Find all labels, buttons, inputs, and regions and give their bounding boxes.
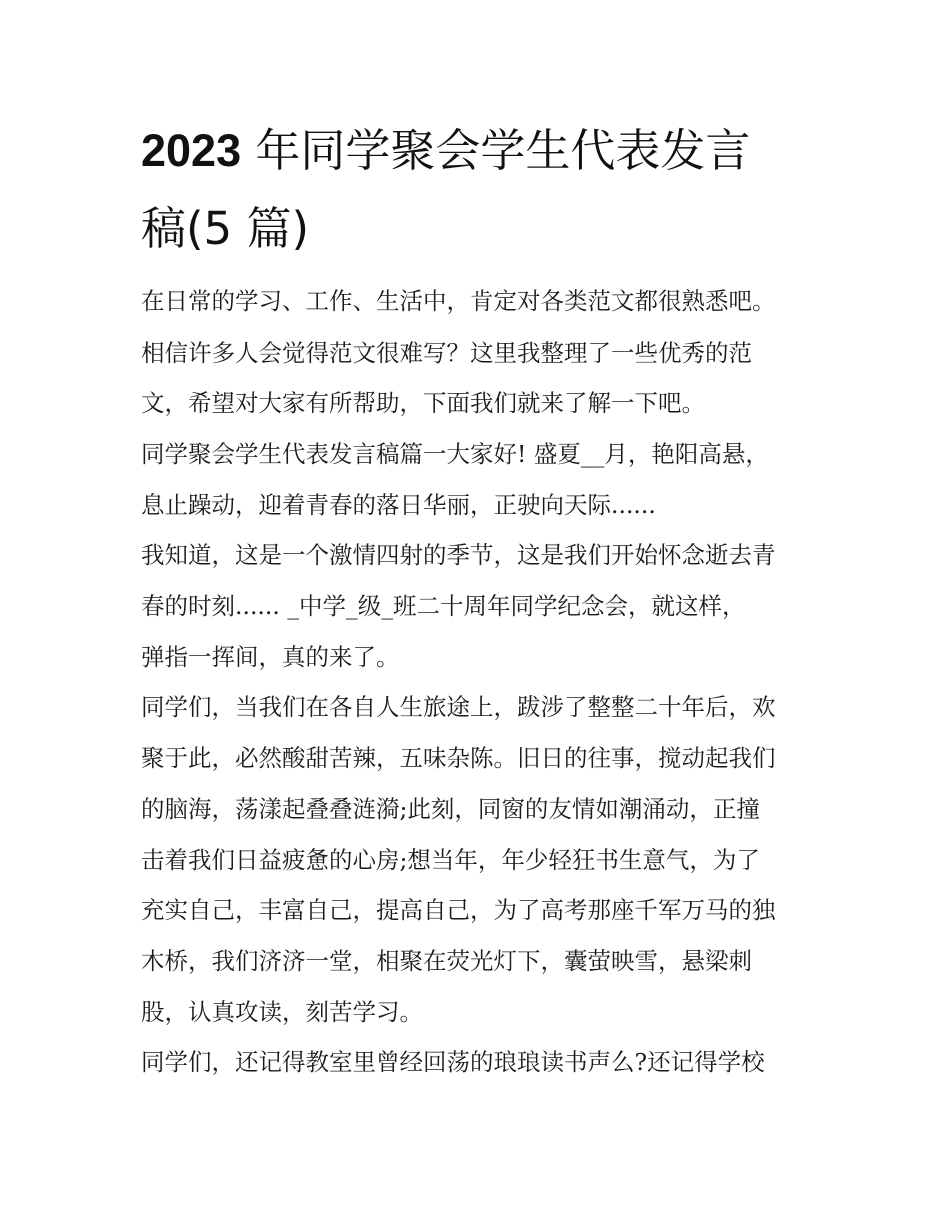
title-main: 年同学聚会学生代表发言: [255, 124, 751, 177]
body-line: 同学聚会学生代表发言稿篇一大家好! 盛夏__月，艳阳高悬，: [141, 440, 769, 468]
body-line: 文，希望对大家有所帮助，下面我们就来了解一下吧。: [141, 389, 705, 417]
body-line: 股，认真攻读，刻苦学习。: [141, 998, 423, 1026]
title-end: 篇): [246, 202, 310, 255]
body-line: 同学们，当我们在各自人生旅途上，跋涉了整整二十年后，欢: [141, 693, 776, 721]
body-line: 在日常的学习、工作、生活中，肯定对各类范文都很熟悉吧。: [141, 287, 776, 315]
body-line: 同学们，还记得教室里曾经回荡的琅琅读书声么?还记得学校: [141, 1048, 765, 1076]
body-line: 木桥，我们济济一堂，相聚在荧光灯下，囊萤映雪，悬梁刺: [141, 947, 752, 975]
body-line: 充实自己，丰富自己，提高自己，为了高考那座千军万马的独: [141, 896, 776, 924]
title-year: 2023: [141, 125, 242, 176]
body-line: 的脑海，荡漾起叠叠涟漪;此刻，同窗的友情如潮涌动，正撞: [141, 795, 760, 823]
title-tail: 稿(5: [141, 202, 233, 255]
body-line: 春的时刻...... _中学_级_班二十周年同学纪念会，就这样，: [141, 592, 746, 620]
body-line: 相信许多人会觉得范文很难写？这里我整理了一些优秀的范: [141, 339, 752, 367]
body-line: 弹指一挥间，真的来了。: [141, 643, 400, 671]
body-line: 击着我们日益疲惫的心房;想当年，年少轻狂书生意气，为了: [141, 846, 760, 874]
body-line: 息止躁动，迎着青春的落日华丽，正驶向天际......: [141, 491, 656, 519]
body-line: 聚于此，必然酸甜苦辣，五味杂陈。旧日的往事，搅动起我们: [141, 744, 776, 772]
body-line: 我知道，这是一个激情四射的季节，这是我们开始怀念逝去青: [141, 541, 776, 569]
document-title: [141, 112, 821, 268]
